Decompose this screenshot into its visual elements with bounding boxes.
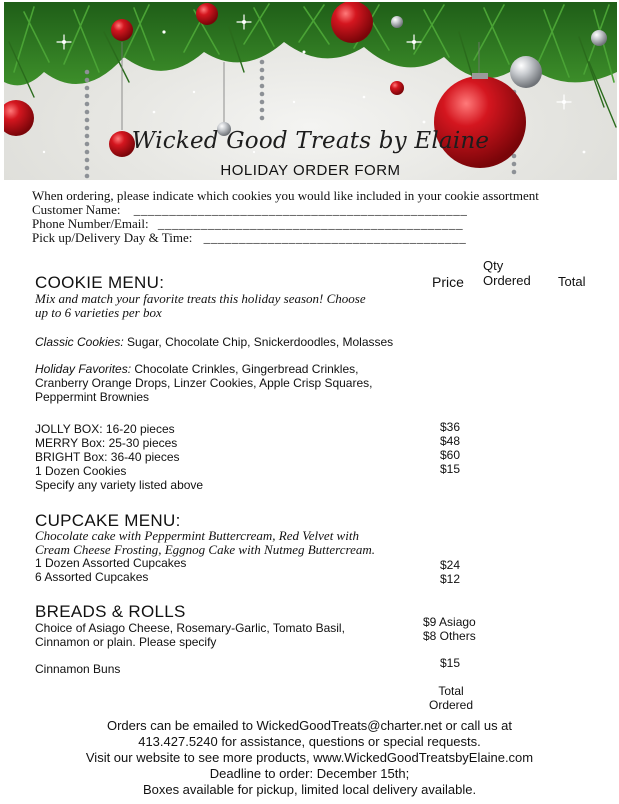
customer-name-row: [32, 203, 612, 217]
classic-cookies-label: Classic Cookies:: [35, 335, 124, 349]
holiday-favorites-line1: Chocolate Crinkles, Gingerbread Crinkles,: [131, 362, 359, 376]
customer-info-block: [32, 189, 612, 245]
pickup-delivery-row: [32, 231, 612, 245]
cookie-price-list: [440, 420, 460, 476]
holiday-favorites-label: Holiday Favorites:: [35, 362, 132, 376]
total-ordered-line1: Total: [438, 684, 464, 698]
silver-ornament-small: [591, 30, 607, 46]
list-item: 1 Dozen Assorted Cupcakes: [35, 556, 187, 570]
qty-header-line2: Ordered: [483, 273, 531, 288]
pickup-delivery-label: Pick up/Delivery Day & Time:: [32, 230, 193, 245]
holiday-banner: [4, 2, 617, 180]
red-ornament-large: [434, 76, 526, 168]
price-value: $36: [440, 420, 461, 434]
customer-name-field[interactable]: _______________________________________________: [133, 202, 468, 217]
total-ordered-line2: Ordered: [428, 698, 474, 712]
footer-line4: Deadline to order: December 15th;: [209, 766, 410, 781]
shop-title: Wicked Good Treats by Elaine: [131, 128, 490, 154]
total-column-header: Total: [558, 274, 586, 289]
cupcake-price-list: [440, 558, 460, 586]
cookie-box-list: [35, 422, 203, 492]
cinnamon-buns-item: Cinnamon Buns: [35, 662, 121, 676]
footer-line5: Boxes available for pickup, limited local delivery available.: [142, 782, 477, 797]
list-item: 6 Assorted Cupcakes: [35, 570, 149, 584]
red-ornament-top: [111, 19, 133, 41]
qty-header-line1: Qty: [483, 258, 504, 273]
order-footer: [0, 718, 619, 798]
breads-rolls-heading: BREADS & ROLLS: [35, 602, 186, 621]
price-value: $24: [440, 558, 461, 572]
holiday-favorites-line3: Peppermint Brownies: [35, 390, 150, 404]
price-value: $48: [440, 434, 461, 448]
list-item: MERRY Box: 25-30 pieces: [35, 436, 178, 450]
phone-email-row: [32, 217, 612, 231]
list-item: 1 Dozen Cookies: [35, 464, 127, 478]
cookie-intro-line2: up to 6 varieties per box: [35, 305, 162, 320]
classic-cookies-list: Sugar, Chocolate Chip, Snickerdoodles, Molasses: [123, 335, 394, 349]
list-item: JOLLY BOX: 16-20 pieces: [35, 422, 175, 436]
cookie-menu-heading: COOKIE MENU:: [35, 273, 165, 292]
silver-ornament: [510, 56, 542, 88]
qty-ordered-column-header: [480, 258, 538, 288]
phone-email-field[interactable]: ___________________________________________: [157, 216, 464, 231]
price-value: $15: [440, 462, 461, 476]
form-title: HOLIDAY ORDER FORM: [220, 162, 401, 179]
list-item: BRIGHT Box: 36-40 pieces: [35, 450, 180, 464]
footer-line1: Orders can be emailed to WickedGoodTreats@charter.net or call us at: [106, 718, 513, 733]
breads-price-list: [423, 615, 476, 643]
footer-line3: Visit our website to see more products, www.WickedGoodTreatsbyElaine.com: [85, 750, 534, 765]
cookie-specify-note: Specify any variety listed above: [35, 478, 204, 492]
holiday-favorites-line2: Cranberry Orange Drops, Linzer Cookies, Apple Crisp Squares,: [35, 376, 373, 390]
breads-desc: [35, 621, 345, 649]
cupcake-item-list: [35, 556, 186, 584]
phone-email-label: Phone Number/Email:: [32, 216, 149, 231]
red-ornament-tiny: [390, 81, 404, 95]
price-column-header: Price: [432, 274, 464, 290]
classic-cookies-line: [35, 335, 393, 349]
price-value: $9 Asiago: [423, 615, 476, 629]
red-ornament-top-right: [331, 2, 373, 43]
ordering-instruction: When ordering, please indicate which cookies you would like included in your cookie assortment: [32, 188, 539, 203]
cookie-intro-line1: Mix and match your favorite treats this holiday season! Choose: [35, 291, 366, 306]
breads-desc-line1: Choice of Asiago Cheese, Rosemary-Garlic, Tomato Basil,: [35, 621, 345, 635]
cinnamon-buns-price: $15: [440, 656, 461, 670]
cupcake-menu-heading: CUPCAKE MENU:: [35, 511, 181, 530]
pickup-delivery-field[interactable]: _____________________________________: [203, 230, 467, 245]
price-value: $12: [440, 572, 461, 586]
holiday-favorites-block: [35, 362, 373, 404]
customer-name-label: Customer Name:: [32, 202, 121, 217]
cupcake-desc-line2: Cream Cheese Frosting, Eggnog Cake with Nutmeg Buttercream.: [35, 542, 375, 557]
cupcake-desc-line1: Chocolate cake with Peppermint Buttercream, Red Velvet with: [35, 528, 359, 543]
breads-desc-line2: Cinnamon or plain. Please specify: [35, 635, 217, 649]
price-value: $60: [440, 448, 461, 462]
total-ordered-label: [424, 684, 478, 712]
red-ornament-top-mid: [196, 3, 218, 25]
price-value: $8 Others: [423, 629, 476, 643]
footer-line2: 413.427.5240 for assistance, questions or special requests.: [138, 734, 481, 749]
